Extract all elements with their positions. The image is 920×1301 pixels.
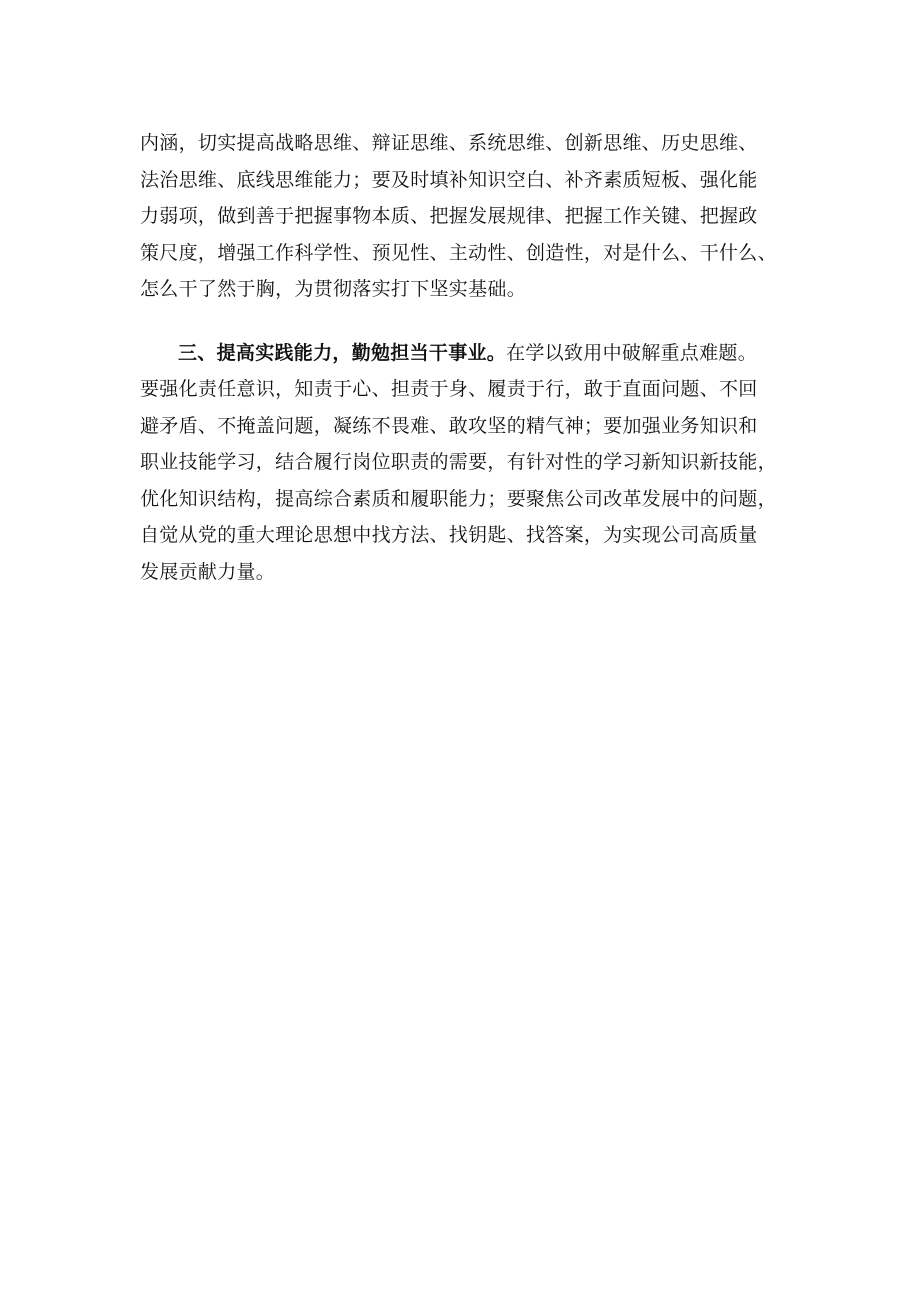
- section-heading: 三、提高实践能力，勤勉担当干事业。: [178, 341, 507, 364]
- paragraph-2-lead-text: 在学以致用中破解重点难题。: [506, 341, 758, 364]
- paragraph-spacer: [140, 308, 795, 335]
- document-body: [140, 125, 795, 590]
- paragraph-1: [140, 125, 795, 308]
- paragraph-2-line: 优化知识结构，提高综合素质和履职能力；要聚焦公司改革发展中的问题，: [140, 487, 777, 510]
- paragraph-1-line: 怎么干了然于胸，为贯彻落实打下坚实基础。: [140, 278, 527, 300]
- paragraph-1-line: 法治思维、底线思维能力；要及时填补知识空白、补齐素质短板、强化能: [140, 168, 758, 191]
- paragraph-2-line: 职业技能学习，结合履行岗位职责的需要，有针对性的学习新知识新技能，: [140, 451, 777, 473]
- paragraph-2-line: 要强化责任意识，知责于心、担责于身、履责于行，敢于直面问题、不回: [140, 378, 758, 400]
- paragraph-2-line: 自觉从党的重大理论思想中找方法、找钥匙、找答案，为实现公司高质量: [140, 524, 758, 546]
- paragraph-2-line: 避矛盾、不掩盖问题，凝练不畏难、敢攻坚的精气神；要加强业务知识和: [140, 414, 758, 437]
- paragraph-2: [140, 335, 795, 591]
- paragraph-1-line: 内涵，切实提高战略思维、辩证思维、系统思维、创新思维、历史思维、: [140, 132, 758, 154]
- paragraph-2-first-line: [140, 335, 795, 372]
- paragraph-1-line: 力弱项，做到善于把握事物本质、把握发展规律、把握工作关键、把握政: [140, 205, 758, 227]
- paragraph-1-line: 策尺度，增强工作科学性、预见性、主动性、创造性，对是什么、干什么、: [140, 241, 777, 264]
- paragraph-2-line: 发展贡献力量。: [140, 560, 276, 583]
